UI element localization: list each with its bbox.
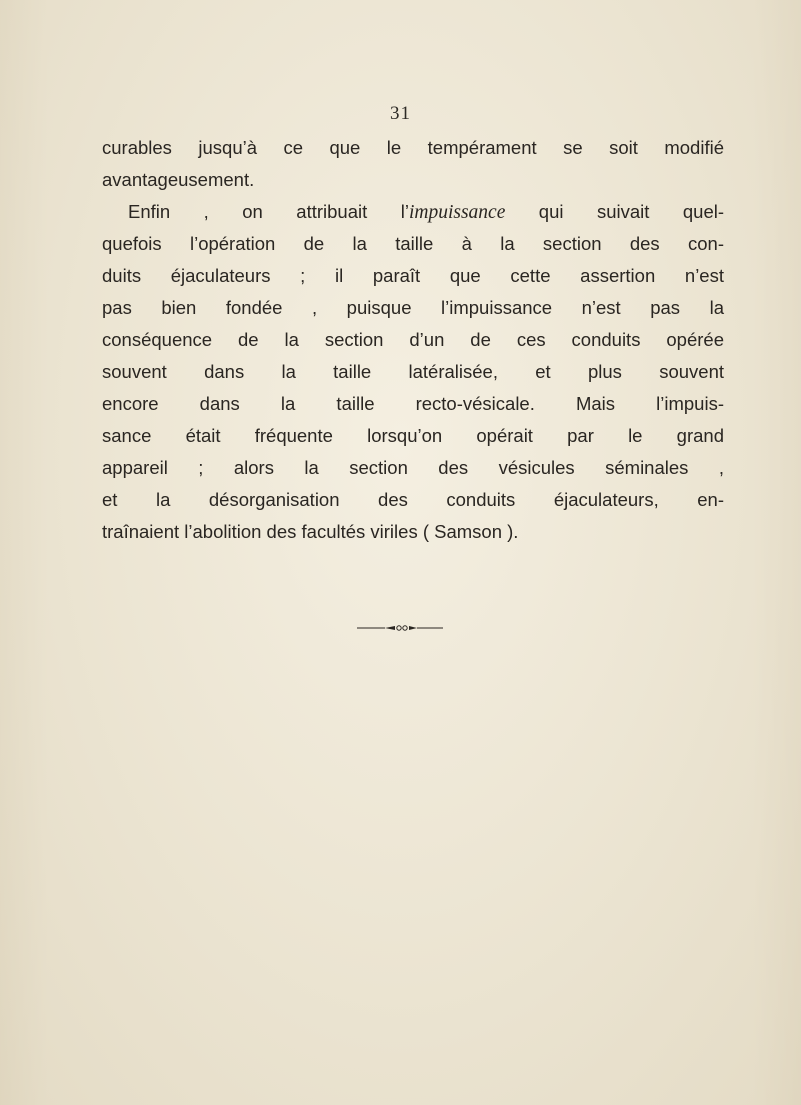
text-line: appareil ; alors la section des vésicules séminales , <box>102 457 724 478</box>
italic-term: impuissance <box>408 202 506 223</box>
text-line: encore dans la taille recto-vésicale. Mais l’impuis- <box>102 393 724 414</box>
text-line: conséquence de la section d’un de ces conduits opérée <box>102 329 724 350</box>
text-line: duits éjaculateurs ; il paraît que cette assertion n’est <box>102 265 724 286</box>
text-line: pas bien fondée , puisque l’impuissance n’est pas la <box>102 297 724 318</box>
text-segment: qui suivait quel- <box>505 201 725 222</box>
text-line: sance était fréquente lorsqu’on opérait par le grand <box>102 425 724 446</box>
text-line: et la désorganisation des conduits éjaculateurs, en- <box>102 489 724 510</box>
text-segment: Enfin , on attribuait l’ <box>128 201 409 222</box>
text-line: curables jusqu’à ce que le tempérament se soit modifié <box>102 137 724 158</box>
text-line: souvent dans la taille latéralisée, et plus souvent <box>102 361 724 382</box>
text-line <box>102 196 724 228</box>
text-line: traînaient l’abolition des facultés viriles ( Samson ). <box>102 521 519 542</box>
page-number: 31 <box>390 103 411 124</box>
text-line: quefois l’opération de la taille à la section des con- <box>102 233 724 254</box>
body-paragraph <box>102 132 724 548</box>
ornament-divider-icon <box>355 622 445 634</box>
text-line: avantageusement. <box>102 169 255 190</box>
